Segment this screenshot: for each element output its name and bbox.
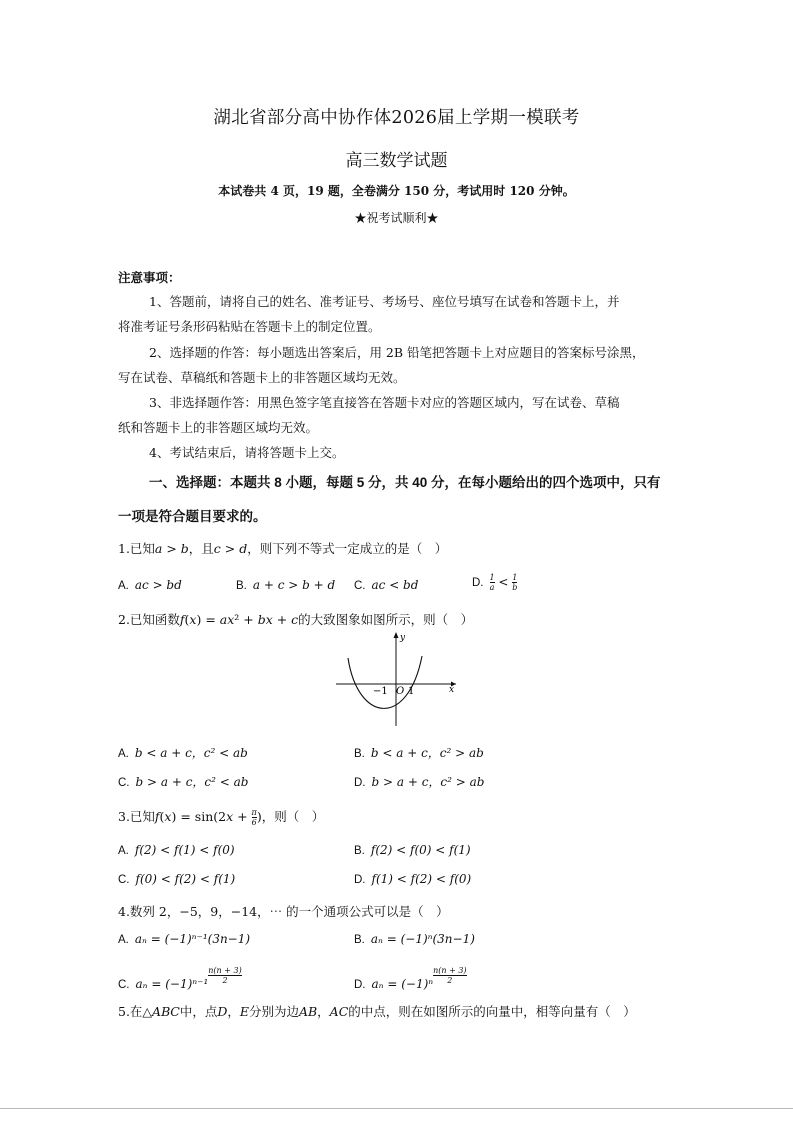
q3-stem-post: )，则（ ） [256,809,325,824]
q3-option-c-label: C. [118,874,130,886]
q2-stem: 2.已知函数𝑓(𝑥) = 𝑎𝑥² + 𝑏𝑥 + 𝑐的大致图象如图所示，则（ ） [118,612,474,627]
q3-option-a-text: 𝑓(2) < 𝑓(1) < 𝑓(0) [134,843,235,857]
exam-info: 本试卷共 4 页，19 题，全卷满分 150 分，考试用时 120 分钟。 [218,184,575,198]
q3-option-b-text: 𝑓(2) < 𝑓(0) < 𝑓(1) [370,843,471,857]
q3-option-c-text: 𝑓(0) < 𝑓(2) < 𝑓(1) [135,872,236,886]
q1-option-b-label: B. [236,580,247,592]
notes-heading: 注意事项： [118,270,181,285]
q2-option-c-text: 𝑏 > 𝑎 + 𝑐，𝑐² < 𝑎𝑏 [135,775,249,789]
q3-option-a-label: A. [118,845,129,857]
q3-option-a [118,843,235,857]
q1-option-b-text: 𝑎 + 𝑐 > 𝑏 + 𝑑 [252,578,336,592]
q3-option-c [118,872,235,886]
q2-option-c-label: C. [118,777,130,789]
q1-option-b [236,578,335,592]
q1-option-d: D. $\frac{1}{\text{𝑎}}$ < $\frac{1}{\text{𝑏}}$ [472,573,518,592]
page-bottom-divider [0,1108,793,1109]
q4-option-d-label: D. [354,979,366,991]
q1-option-d-frac-2: $\frac{1}{\text{𝑏}}$ [512,573,518,592]
q3-option-d-text: 𝑓(1) < 𝑓(2) < 𝑓(0) [371,872,472,886]
q2-origin-label: O [396,686,405,697]
q4-option-b-label: B. [354,934,365,946]
q1-stem: 1.已知𝑎 > 𝑏，且𝑐 > 𝑑，则下列不等式一定成立的是（ ） [118,541,448,556]
section-1-heading-line-1: 一、选择题：本题共 8 小题，每题 5 分，共 40 分，在每小题给出的四个选项中，只有 [149,475,661,490]
q1-option-a-text: 𝑎𝑐 > 𝑏𝑑 [134,578,182,592]
q4-option-c-exp-frac: $\frac{n(n + 3)}{2}$ [208,966,242,985]
q1-option-c-label: C. [354,580,366,592]
note-2-line-1: 2、选择题的作答：每小题选出答案后，用 2B 铅笔把答题卡上对应题目的答案标号涂黑， [149,345,645,360]
note-1-line-2: 将准考证号条形码粘贴在答题卡上的制定位置。 [118,319,381,334]
note-3-line-2: 纸和答题卡上的非答题区域均无效。 [118,420,319,435]
q2-y-label: y [400,633,406,643]
q3-stem-frac: $\frac{\pi}{6}$ [251,808,257,827]
q5-stem: 5.在△𝐴𝐵𝐶中，点𝐷，𝐸分别为边𝐴𝐵，𝐴𝐶的中点，则在如图所示的向量中，相等向量有（ ） [118,1004,636,1019]
q4-option-a [118,932,250,946]
q2-option-c [118,773,248,790]
q3-option-d-label: D. [354,874,366,886]
q3-option-b [354,843,471,857]
q4-option-b [354,932,475,946]
q3-option-d [354,872,471,886]
q2-x-label: x [449,685,455,695]
q2-option-b-label: B. [354,748,365,760]
note-4: 4、考试结束后，请将答题卡上交。 [149,445,345,460]
q1-option-a [118,578,182,592]
q1-option-a-label: A. [118,580,129,592]
q1-option-c-text: 𝑎𝑐 < 𝑏𝑑 [371,578,419,592]
q2-option-a-label: A. [118,748,129,760]
q2-y-axis-arrow [394,632,399,638]
q2-parabola-graph [330,628,462,728]
q1-option-d-frac-1: $\frac{1}{\text{𝑎}}$ [489,573,495,592]
q4-option-d-exp-frac: $\frac{n(n + 3)}{2}$ [433,966,467,985]
q2-tick-neg1: −1 [373,686,388,697]
exam-title: 湖北省部分高中协作体2026届上学期一模联考 [213,108,580,128]
section-1-heading-line-2: 一项是符合题目要求的。 [118,509,267,524]
q4-stem: 4.数列 2，−5，9，−14，⋯ 的一个通项公式可以是（ ） [118,904,449,919]
q2-option-a-text: 𝑏 < 𝑎 + 𝑐，𝑐² < 𝑎𝑏 [134,746,248,760]
q2-option-a [118,744,248,761]
q2-option-d-text: 𝑏 > 𝑎 + 𝑐，𝑐² > 𝑎𝑏 [371,775,485,789]
note-2-line-2: 写在试卷、草稿纸和答题卡上的非答题区域均无效。 [118,370,406,385]
q2-option-d [354,773,484,790]
q4-option-c [118,966,242,991]
note-1-line-1: 1、答题前，请将自己的姓名、准考证号、考场号、座位号填写在试卷和答题卡上，并 [149,294,620,309]
q2-option-b-text: 𝑏 < 𝑎 + 𝑐，𝑐² > 𝑎𝑏 [370,746,484,760]
q3-stem-pre: 3.已知𝑓(𝑥) = sin(2𝑥 + [118,809,252,824]
q1-option-d-label: D. [472,577,484,589]
q1-option-c [354,578,418,592]
q4-option-a-label: A. [118,934,129,946]
exam-blessing: ★祝考试顺利★ [354,211,439,225]
q4-option-a-text: 𝑎ₙ = (−1)ⁿ⁻¹(3𝑛−1) [134,932,251,946]
q3-option-b-label: B. [354,845,365,857]
note-3-line-1: 3、非选择题作答：用黑色签字笔直接答在答题卡对应的答题区域内，写在试卷、草稿 [149,395,620,410]
q3-stem [118,807,324,827]
q2-tick-1: 1 [408,686,415,697]
q4-option-d-pre: 𝑎ₙ = (−1)ⁿ [371,977,434,991]
q2-option-d-label: D. [354,777,366,789]
q2-option-b [354,744,484,761]
q4-option-c-pre: 𝑎ₙ = (−1)ⁿ⁻¹ [135,977,209,991]
q4-option-b-text: 𝑎ₙ = (−1)ⁿ(3𝑛−1) [370,932,475,946]
exam-subtitle: 高三数学试题 [345,151,448,171]
q4-option-d [354,966,467,991]
q2-parabola-curve [348,656,422,708]
q4-option-c-label: C. [118,979,130,991]
